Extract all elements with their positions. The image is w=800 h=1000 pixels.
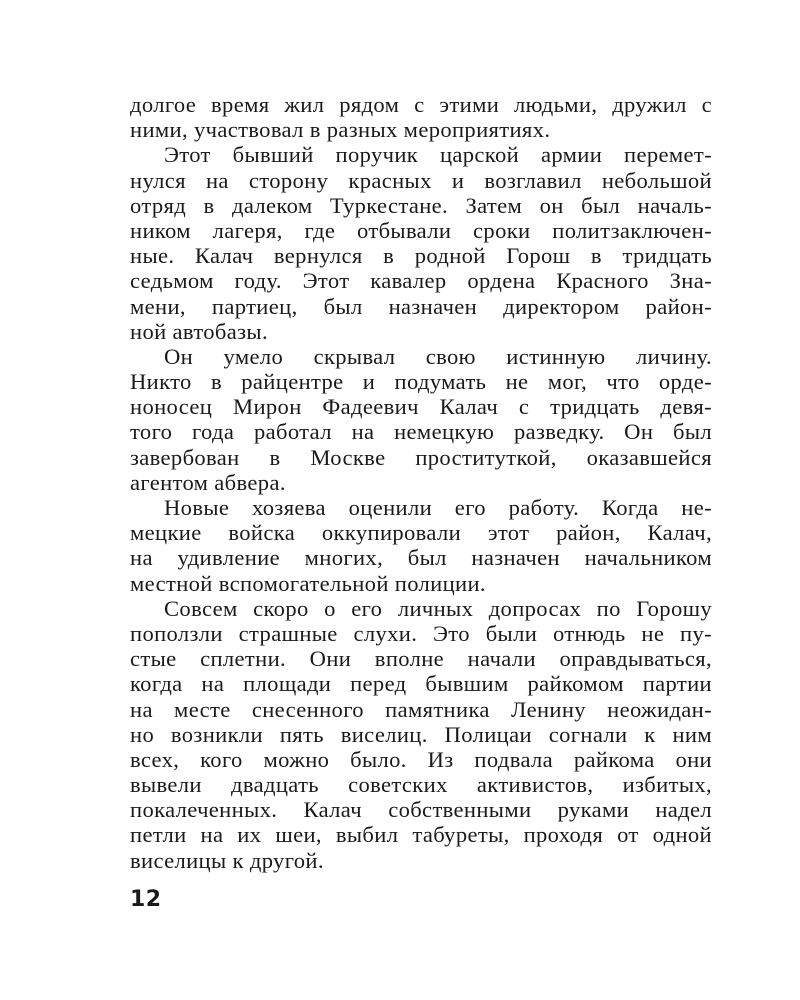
body-text bbox=[130, 92, 712, 873]
text-line: ной автобазы. bbox=[130, 318, 268, 344]
text-line: на месте снесенного памятника Ленину неожидан- bbox=[130, 696, 712, 722]
text-line: виселицы к другой. bbox=[130, 847, 324, 873]
text-line: седьмом году. Этот кавалер ордена Красного Зна- bbox=[130, 268, 712, 294]
text-line: когда на площади перед бывшим райкомом партии bbox=[130, 671, 712, 697]
text-line: агентом абвера. bbox=[130, 469, 286, 495]
text-line: местной вспомогательной полиции. bbox=[130, 570, 486, 596]
text-line: мени, партиец, был назначен директором район- bbox=[130, 293, 712, 319]
text-line: ные. Калач вернулся в родной Горош в тридцать bbox=[130, 243, 712, 269]
text-line: Он умело скрывал свою истинную личину. bbox=[164, 343, 712, 369]
text-line: ником лагеря, где отбывали сроки политзаключен- bbox=[130, 217, 712, 243]
text-line: долгое время жил рядом с этими людьми, дружил с bbox=[130, 92, 712, 117]
text-line: того года работал на немецкую разведку. Он был bbox=[130, 419, 712, 445]
text-line: стые сплетни. Они вполне начали оправдываться, bbox=[130, 646, 712, 672]
text-line: но возникли пять виселиц. Полицаи согнали к ним bbox=[130, 721, 712, 747]
text-line: завербован в Москве проституткой, оказавшейся bbox=[130, 444, 712, 470]
text-line: поползли страшные слухи. Это были отнюдь не пу- bbox=[130, 620, 712, 646]
text-line: Новые хозяева оценили его работу. Когда не- bbox=[164, 495, 712, 520]
text-line: Этот бывший поручик царской армии перемет- bbox=[164, 142, 712, 168]
text-line: нулся на сторону красных и возглавил небольшой bbox=[130, 167, 712, 193]
text-line: ноносец Мирон Фадеевич Калач с тридцать девя- bbox=[130, 394, 712, 420]
text-line: петли на их шеи, выбил табуреты, проходя от одной bbox=[130, 822, 712, 848]
text-line: ними, участвовал в разных мероприятиях. bbox=[130, 117, 551, 143]
text-line: Никто в райцентре и подумать не мог, что орде- bbox=[130, 369, 712, 395]
text-line: всех, кого можно было. Из подвала райкома они bbox=[130, 746, 712, 772]
text-line: вывели двадцать советских активистов, избитых, bbox=[130, 772, 712, 798]
text-line: мецкие войска оккупировали этот район, Калач, bbox=[130, 520, 712, 546]
text-line: покалеченных. Калач собственными руками надел bbox=[130, 797, 712, 823]
text-line: Совсем скоро о его личных допросах по Горошу bbox=[164, 595, 712, 621]
text-line: на удивление многих, был назначен начальником bbox=[130, 545, 712, 571]
page-number: 12 bbox=[130, 887, 162, 912]
text-line: отряд в далеком Туркестане. Затем он был началь- bbox=[130, 192, 712, 218]
